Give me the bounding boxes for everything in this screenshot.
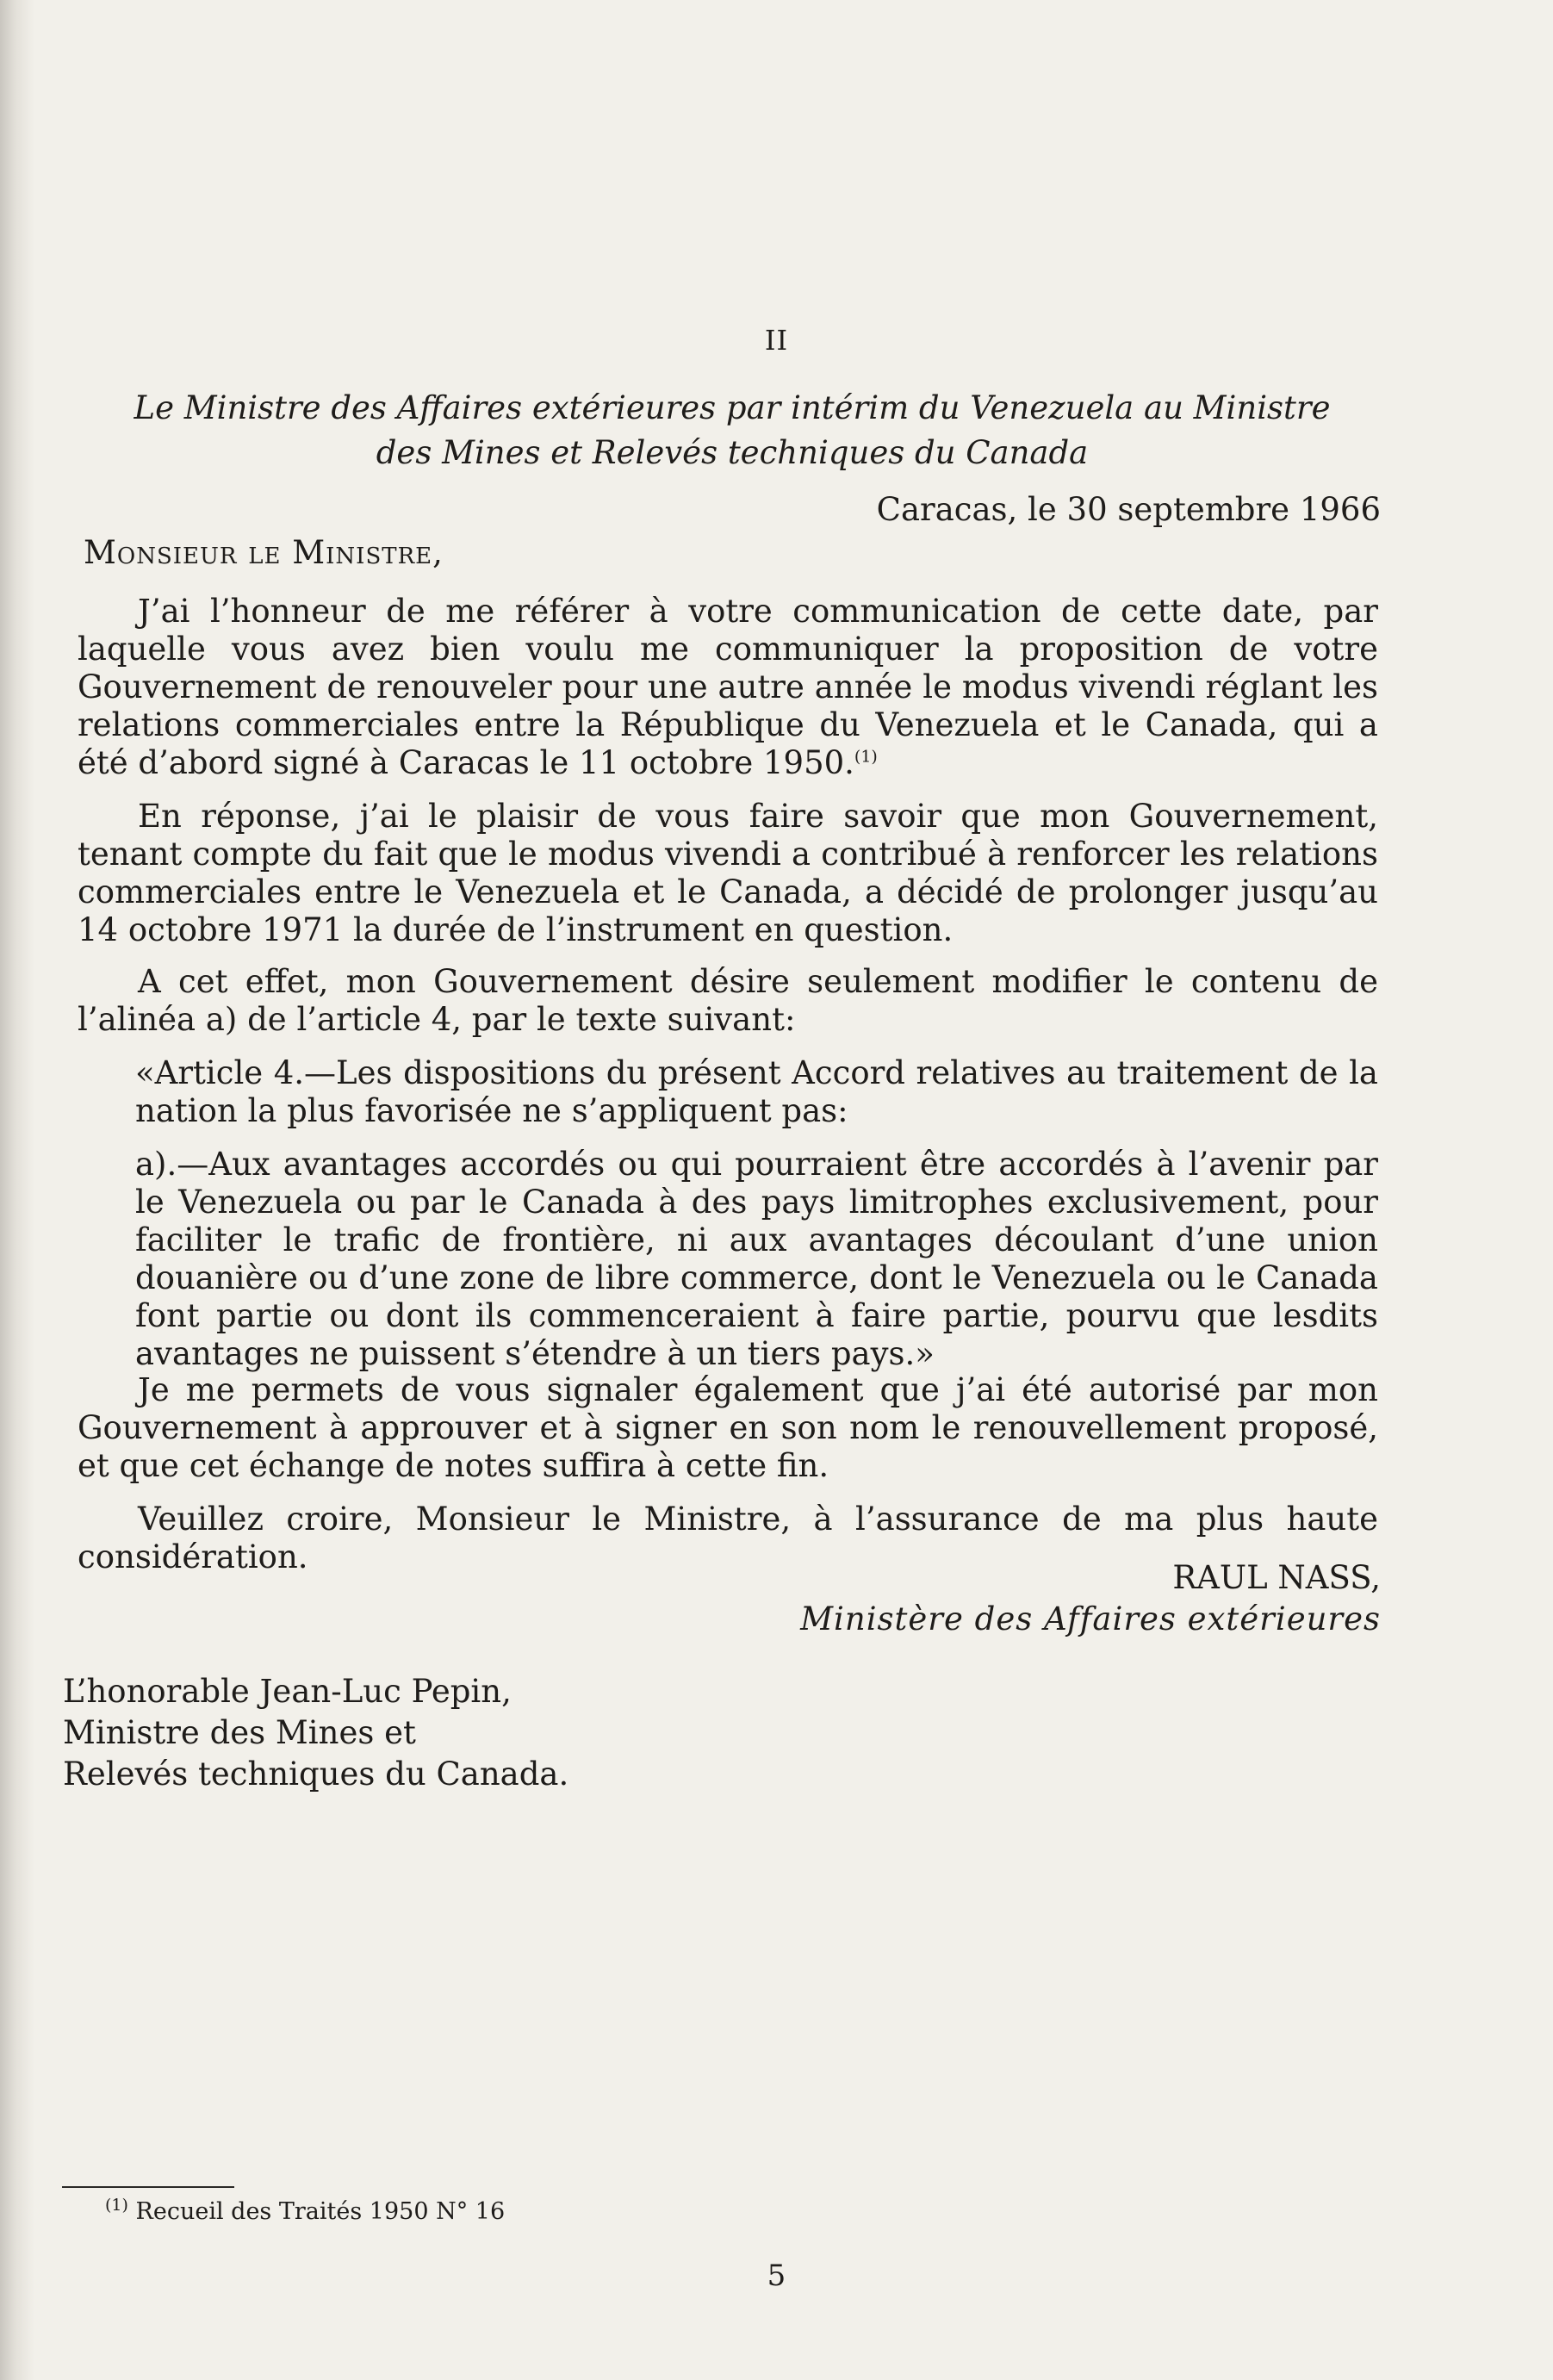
paragraph-2-text: En réponse, j’ai le plaisir de vous faire savoir que mon Gouvernement, tenant compte du fait que le modus vivendi a contribué à renforcer les relations commerciales entre le Venezuela et le Canada, a décidé de prolonger jusqu’au 14 octobre 1971 la durée de l’instrument en question.	[78, 798, 1378, 948]
quoted-clause-a-text: a).—Aux avantages accordés ou qui pourraient être accordés à l’avenir par le Venezuela ou par le Canada à des pays limitrophes exclusivement, pour faciliter le trafic de frontière, ni aux avantages découlant d’une union douanière ou d’une zone de libre commerce, dont le Venezuela ou le Canada font partie ou dont ils commenceraient à faire partie, pourvu que lesdits avantages ne puissent s’étendre à un tiers pays.»	[135, 1146, 1378, 1372]
footnote-number: (1)	[105, 2196, 128, 2215]
quoted-clause-a	[135, 1146, 1378, 1373]
paragraph-1-text: J’ai l’honneur de me référer à votre communication de cette date, par laquelle vous avez bien voulu me communiquer la proposition de votre Gouvernement de renouveler pour une autre année le modus vivendi réglant les relations commerciales entre la République du Venezuela et le Canada, qui a été d’abord signé à Caracas le 11 octobre 1950.	[78, 593, 1378, 781]
paragraph-3	[78, 963, 1378, 1039]
paragraph-5-text: Veuillez croire, Monsieur le Ministre, à l’assurance de ma plus haute considération.	[78, 1501, 1378, 1575]
salutation	[84, 534, 444, 571]
salutation-text: Monsieur le Ministre,	[84, 534, 444, 571]
signature-block	[800, 1557, 1381, 1640]
footnote	[105, 2198, 505, 2225]
paragraph-4-text: Je me permets de vous signaler également que j’ai été autorisé par mon Gouvernement à approuver et à signer en son nom le renouvellement proposé, et que cet échange de notes suffira à cette fin.	[78, 1371, 1378, 1484]
heading-line-2: des Mines et Relevés techniques du Canada	[376, 434, 1089, 471]
paragraph-1	[78, 593, 1378, 782]
signatory-name: RAUL NASS,	[1172, 1559, 1381, 1596]
addressee-line-2: Ministre des Mines et	[63, 1714, 416, 1751]
paragraph-3-text: A cet effet, mon Gouvernement désire seulement modifier le contenu de l’alinéa a) de l’article 4, par le texte suivant:	[78, 963, 1378, 1038]
quoted-article-text: «Article 4.—Les dispositions du présent Accord relatives au traitement de la nation la plus favorisée ne s’appliquent pas:	[135, 1054, 1378, 1129]
addressee-line-3: Relevés techniques du Canada.	[63, 1755, 569, 1793]
heading-line-1: Le Ministre des Affaires extérieures par intérim du Venezuela au Ministre	[134, 389, 1331, 426]
page-number: 5	[767, 2259, 786, 2293]
quoted-article	[135, 1054, 1378, 1130]
signatory-office: Ministère des Affaires extérieures	[800, 1600, 1381, 1637]
letter-heading	[86, 386, 1378, 475]
footnote-marker: (1)	[854, 747, 878, 767]
dateline: Caracas, le 30 septembre 1966	[876, 491, 1381, 528]
addressee-block	[63, 1671, 568, 1795]
addressee-line-1: L’honorable Jean-Luc Pepin,	[63, 1673, 512, 1710]
paragraph-4	[78, 1371, 1378, 1485]
footnote-text: Recueil des Traités 1950 N° 16	[135, 2198, 506, 2225]
paragraph-2	[78, 798, 1378, 949]
section-number: II	[764, 324, 789, 357]
footnote-divider	[62, 2186, 234, 2188]
